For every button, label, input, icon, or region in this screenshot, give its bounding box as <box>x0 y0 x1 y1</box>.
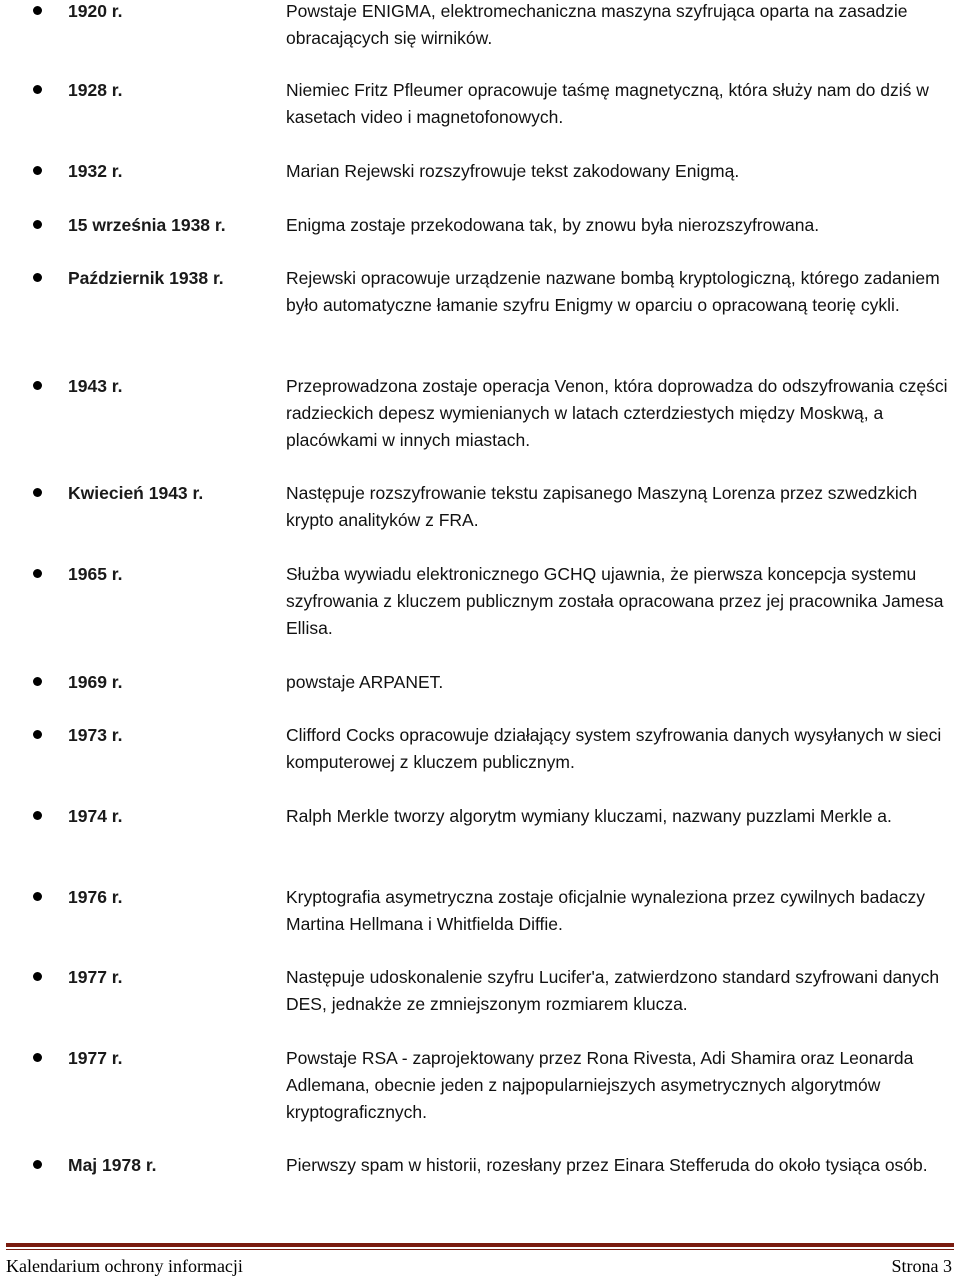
entry-date: 1977 r. <box>68 1048 123 1068</box>
entry-date: 1977 r. <box>68 967 123 987</box>
bullet-icon <box>33 892 42 901</box>
entry-description: Marian Rejewski rozszyfrowuje tekst zakodowany Enigmą. <box>286 161 740 181</box>
footer-page-number: Strona 3 <box>891 1256 952 1276</box>
footer-divider <box>6 1243 954 1247</box>
entry-date: 1973 r. <box>68 725 123 745</box>
bullet-icon <box>33 569 42 578</box>
bullet-icon <box>33 972 42 981</box>
entry-description: Kryptografia asymetryczna zostaje oficjalnie wynaleziona przez cywilnych badaczy Martina Hellmana i Whitfielda Diffie. <box>286 887 926 934</box>
bullet-icon <box>33 381 42 390</box>
entry-date: 1976 r. <box>68 887 123 907</box>
bullet-icon <box>33 677 42 686</box>
entry-date: 1943 r. <box>68 376 123 396</box>
entry-description: Pierwszy spam w historii, rozesłany przez Einara Stefferuda do około tysiąca osób. <box>286 1155 928 1175</box>
entry-description: powstaje ARPANET. <box>286 672 444 692</box>
bullet-icon <box>33 273 42 282</box>
entry-description: Clifford Cocks opracowuje działający system szyfrowania danych wysyłanych w sieci komputerowej z kluczem publicznym. <box>286 725 942 772</box>
entry-date: 1969 r. <box>68 672 123 692</box>
footer-divider-thin <box>6 1249 954 1250</box>
bullet-icon <box>33 730 42 739</box>
bullet-icon <box>33 1160 42 1169</box>
entry-date: Październik 1938 r. <box>68 268 224 288</box>
entry-description: Powstaje RSA - zaprojektowany przez Rona Rivesta, Adi Shamira oraz Leonarda Adlemana, obecnie jeden z najpopularniejszych asymetrycznych algorytmów kryptograficznych. <box>286 1048 914 1122</box>
entry-date: 15 września 1938 r. <box>68 215 226 235</box>
entry-description: Powstaje ENIGMA, elektromechaniczna maszyna szyfrująca oparta na zasadzie obracających się wirników. <box>286 1 908 48</box>
bullet-icon <box>33 811 42 820</box>
entry-date: 1974 r. <box>68 806 123 826</box>
bullet-icon <box>33 166 42 175</box>
bullet-icon <box>33 220 42 229</box>
entry-description: Następuje rozszyfrowanie tekstu zapisanego Maszyną Lorenza przez szwedzkich krypto analityków z FRA. <box>286 483 918 530</box>
footer-document-title: Kalendarium ochrony informacji <box>6 1256 243 1276</box>
entry-date: 1920 r. <box>68 1 123 21</box>
entry-date: Kwiecień 1943 r. <box>68 483 204 503</box>
entry-description: Rejewski opracowuje urządzenie nazwane bombą kryptologiczną, którego zadaniem było automatyczne łamanie szyfru Enigmy w oparciu o opracowaną teorię cykli. <box>286 268 940 315</box>
entry-description: Niemiec Fritz Pfleumer opracowuje taśmę magnetyczną, która służy nam do dziś w kasetach video i magnetofonowych. <box>286 80 929 127</box>
bullet-icon <box>33 488 42 497</box>
entry-date: 1965 r. <box>68 564 123 584</box>
entry-description: Przeprowadzona zostaje operacja Venon, która doprowadza do odszyfrowania części radzieckich depesz wymienianych w latach czterdziestych między Moskwą, a placówkami w innych miastach. <box>286 376 948 450</box>
entry-description: Następuje udoskonalenie szyfru Lucifer'a, zatwierdzono standard szyfrowani danych DES, jednakże ze zmniejszonym rozmiarem klucza. <box>286 967 940 1014</box>
bullet-icon <box>33 85 42 94</box>
entry-date: Maj 1978 r. <box>68 1155 157 1175</box>
entry-description: Enigma zostaje przekodowana tak, by znowu była nierozszyfrowana. <box>286 215 820 235</box>
entry-description: Służba wywiadu elektronicznego GCHQ ujawnia, że pierwsza koncepcja systemu szyfrowania z kluczem publicznym została opracowana przez jej pracownika Jamesa Ellisa. <box>286 564 944 638</box>
entry-date: 1932 r. <box>68 161 123 181</box>
bullet-icon <box>33 6 42 15</box>
bullet-icon <box>33 1053 42 1062</box>
entry-description: Ralph Merkle tworzy algorytm wymiany kluczami, nazwany puzzlami Merkle a. <box>286 806 892 826</box>
entry-date: 1928 r. <box>68 80 123 100</box>
